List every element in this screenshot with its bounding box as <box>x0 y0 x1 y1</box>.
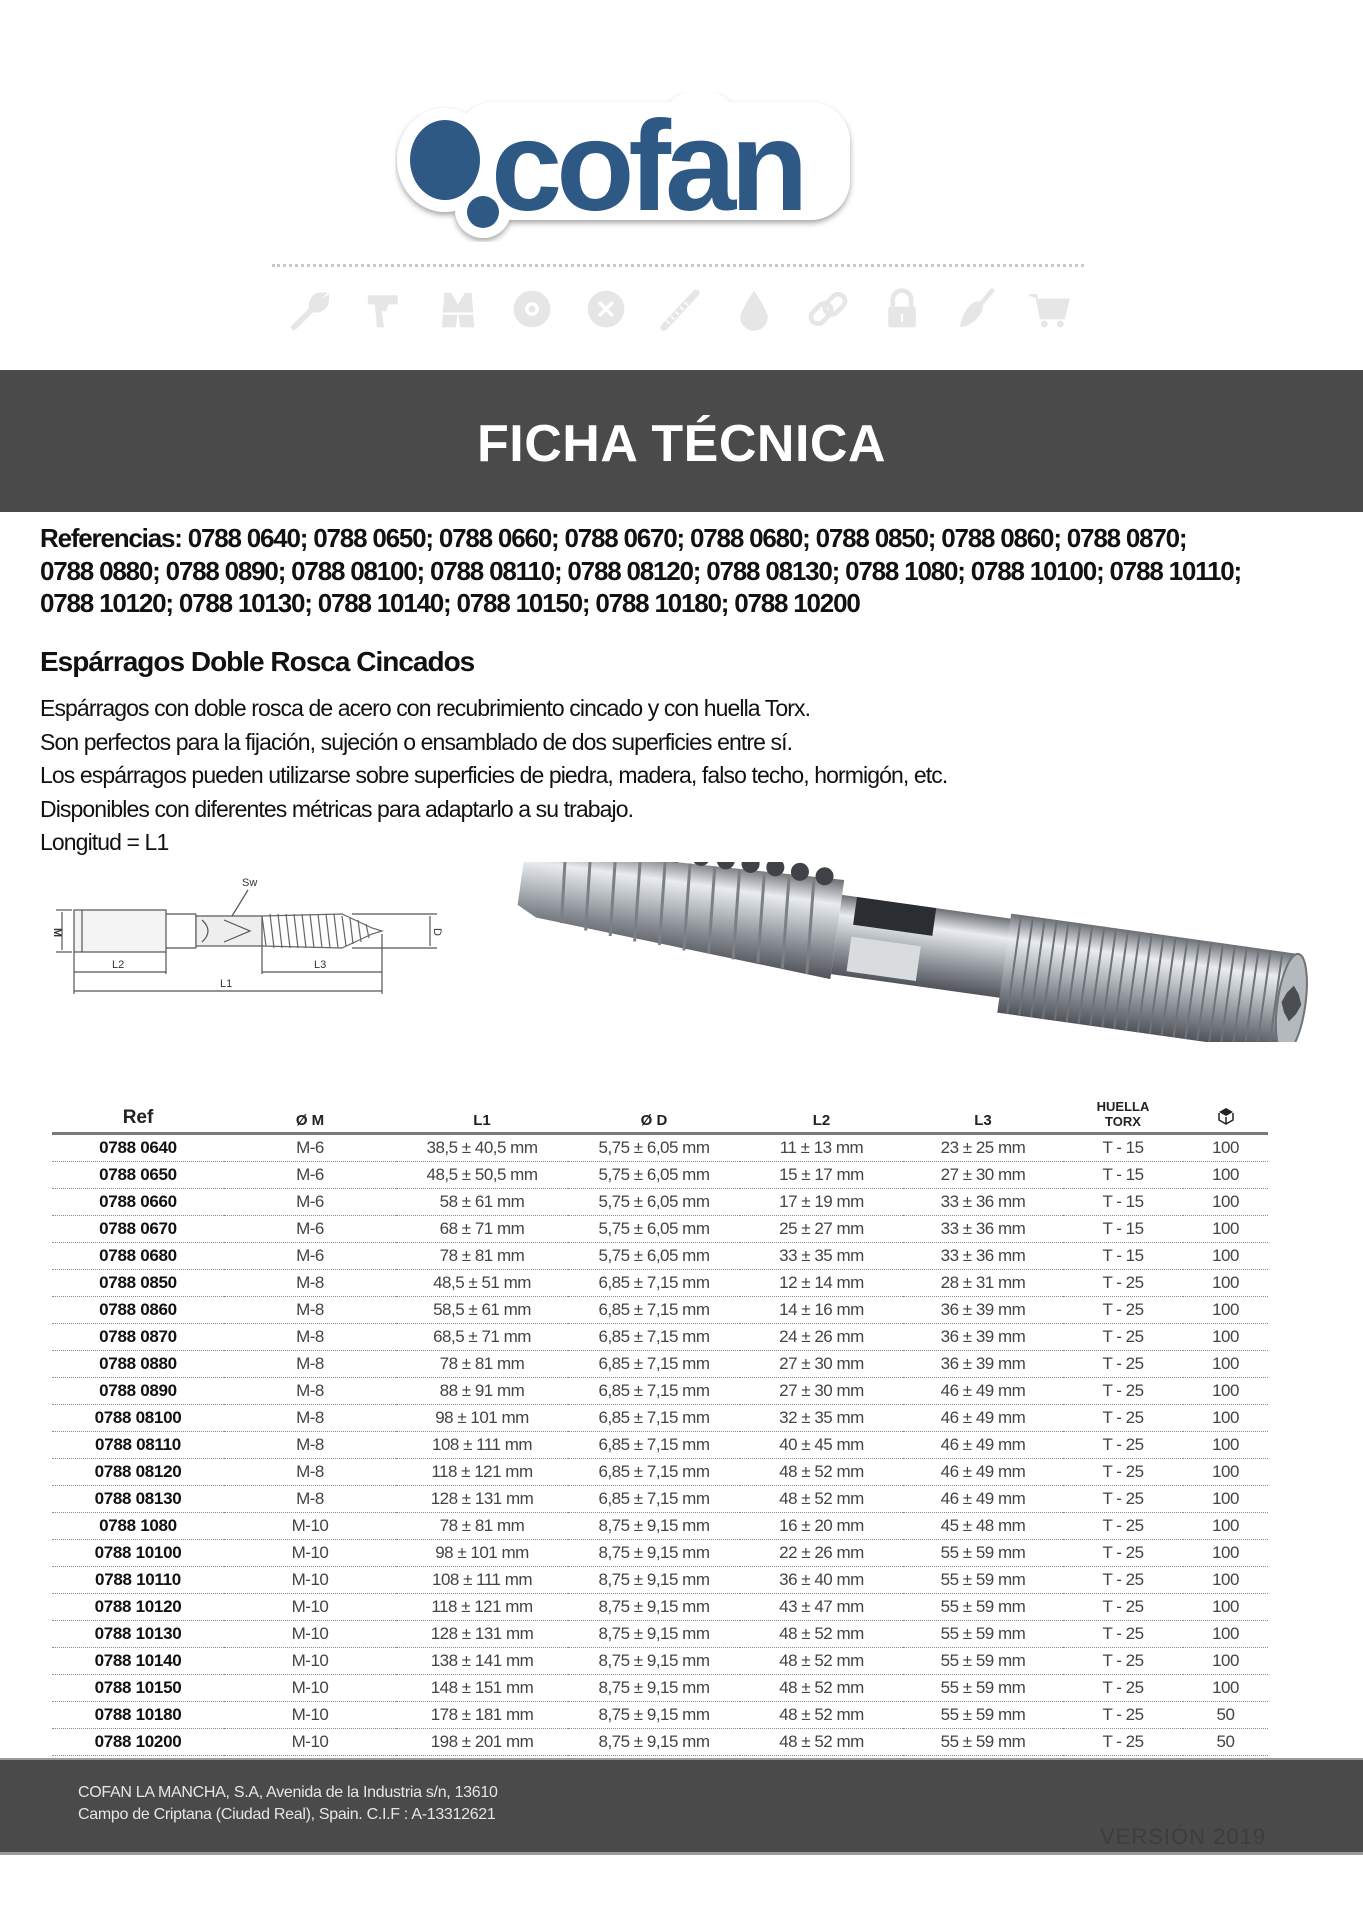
cell-box-qty: 100 <box>1183 1134 1268 1162</box>
cell-l1: 98 ± 101 mm <box>396 1540 568 1567</box>
cell-l3: 45 ± 48 mm <box>903 1513 1063 1540</box>
svg-text:cofan: cofan <box>491 95 803 238</box>
cell-l3: 55 ± 59 mm <box>903 1621 1063 1648</box>
cell-l1: 128 ± 131 mm <box>396 1621 568 1648</box>
cell-l3: 46 ± 49 mm <box>903 1405 1063 1432</box>
cell-l2: 22 ± 26 mm <box>740 1540 903 1567</box>
cell-box-qty: 100 <box>1183 1351 1268 1378</box>
drill-icon <box>359 284 409 334</box>
col-header-diameter-m: Ø M <box>224 1088 396 1134</box>
cell-diameter-m: M-10 <box>224 1648 396 1675</box>
table-row <box>52 1594 1268 1621</box>
cell-diameter-d: 8,75 ± 9,15 mm <box>568 1702 740 1729</box>
table-row <box>52 1486 1268 1513</box>
product-title: Espárragos Doble Rosca Cincados <box>40 646 475 677</box>
col-header-l3: L3 <box>903 1088 1063 1134</box>
cell-ref: 0788 10140 <box>52 1648 224 1675</box>
chain-link-icon <box>803 284 853 334</box>
cell-l3: 33 ± 36 mm <box>903 1189 1063 1216</box>
cell-huella-torx: T - 25 <box>1063 1378 1183 1405</box>
cell-ref: 0788 0890 <box>52 1378 224 1405</box>
description-line: Disponibles con diferentes métricas para adaptarlo a su trabajo. <box>40 795 634 822</box>
cell-l1: 38,5 ± 40,5 mm <box>396 1134 568 1162</box>
cell-diameter-d: 8,75 ± 9,15 mm <box>568 1567 740 1594</box>
cell-l1: 118 ± 121 mm <box>396 1459 568 1486</box>
footer-band <box>0 1758 1363 1855</box>
cell-l1: 78 ± 81 mm <box>396 1351 568 1378</box>
category-icons-row <box>285 284 1075 334</box>
cell-diameter-m: M-10 <box>224 1675 396 1702</box>
cell-l3: 27 ± 30 mm <box>903 1162 1063 1189</box>
cell-diameter-d: 8,75 ± 9,15 mm <box>568 1513 740 1540</box>
cell-l2: 11 ± 13 mm <box>740 1134 903 1162</box>
table-row <box>52 1648 1268 1675</box>
cell-l3: 23 ± 25 mm <box>903 1134 1063 1162</box>
cell-l2: 48 ± 52 mm <box>740 1621 903 1648</box>
cell-l2: 27 ± 30 mm <box>740 1351 903 1378</box>
cell-ref: 0788 08100 <box>52 1405 224 1432</box>
cell-l3: 55 ± 59 mm <box>903 1567 1063 1594</box>
cell-diameter-d: 5,75 ± 6,05 mm <box>568 1216 740 1243</box>
cell-huella-torx: T - 25 <box>1063 1459 1183 1486</box>
cell-diameter-d: 6,85 ± 7,15 mm <box>568 1351 740 1378</box>
cell-box-qty: 100 <box>1183 1432 1268 1459</box>
cell-l2: 36 ± 40 mm <box>740 1567 903 1594</box>
dimension-diagram <box>52 870 447 995</box>
cell-diameter-m: M-10 <box>224 1729 396 1756</box>
cell-l2: 48 ± 52 mm <box>740 1648 903 1675</box>
cell-l1: 108 ± 111 mm <box>396 1567 568 1594</box>
table-row <box>52 1270 1268 1297</box>
cell-diameter-m: M-10 <box>224 1594 396 1621</box>
table-row <box>52 1162 1268 1189</box>
cell-l2: 27 ± 30 mm <box>740 1378 903 1405</box>
cell-diameter-m: M-6 <box>224 1162 396 1189</box>
cell-box-qty: 100 <box>1183 1405 1268 1432</box>
product-photo <box>505 862 1345 1042</box>
box-icon <box>1216 1105 1236 1125</box>
cell-ref: 0788 10110 <box>52 1567 224 1594</box>
cell-l3: 36 ± 39 mm <box>903 1324 1063 1351</box>
saw-icon <box>655 284 705 334</box>
table-row <box>52 1134 1268 1162</box>
references-line: Referencias: 0788 0640; 0788 0650; 0788 0660; 0788 0670; 0788 0680; 0788 0850; 0788 0860; 0788 0870; <box>40 523 1187 553</box>
table-row <box>52 1405 1268 1432</box>
cell-diameter-m: M-6 <box>224 1134 396 1162</box>
disc-icon <box>507 284 557 334</box>
cell-l2: 43 ± 47 mm <box>740 1594 903 1621</box>
cell-l3: 46 ± 49 mm <box>903 1432 1063 1459</box>
cell-box-qty: 100 <box>1183 1540 1268 1567</box>
cell-huella-torx: T - 15 <box>1063 1162 1183 1189</box>
cell-l2: 48 ± 52 mm <box>740 1675 903 1702</box>
cell-ref: 0788 10200 <box>52 1729 224 1756</box>
cell-box-qty: 100 <box>1183 1675 1268 1702</box>
product-description <box>40 692 947 860</box>
cell-box-qty: 100 <box>1183 1513 1268 1540</box>
cell-diameter-d: 6,85 ± 7,15 mm <box>568 1486 740 1513</box>
table-body <box>52 1134 1268 1756</box>
cell-l1: 48,5 ± 50,5 mm <box>396 1162 568 1189</box>
svg-text:L3: L3 <box>314 959 327 971</box>
cell-l2: 33 ± 35 mm <box>740 1243 903 1270</box>
wrench-icon <box>285 284 335 334</box>
references-line: 0788 10120; 0788 10130; 0788 10140; 0788 10150; 0788 10180; 0788 10200 <box>40 588 860 618</box>
svg-text:D: D <box>431 928 443 936</box>
cell-l3: 28 ± 31 mm <box>903 1270 1063 1297</box>
trowel-icon <box>951 284 1001 334</box>
cell-diameter-d: 6,85 ± 7,15 mm <box>568 1432 740 1459</box>
title-band <box>0 370 1363 512</box>
cell-diameter-m: M-10 <box>224 1540 396 1567</box>
cell-l2: 48 ± 52 mm <box>740 1702 903 1729</box>
cell-l3: 46 ± 49 mm <box>903 1486 1063 1513</box>
cell-ref: 0788 0680 <box>52 1243 224 1270</box>
cell-ref: 0788 1080 <box>52 1513 224 1540</box>
cell-diameter-m: M-8 <box>224 1486 396 1513</box>
cell-l1: 68 ± 71 mm <box>396 1216 568 1243</box>
cell-huella-torx: T - 25 <box>1063 1351 1183 1378</box>
cell-l2: 48 ± 52 mm <box>740 1729 903 1756</box>
cell-ref: 0788 0650 <box>52 1162 224 1189</box>
cell-l1: 58,5 ± 61 mm <box>396 1297 568 1324</box>
cell-diameter-d: 8,75 ± 9,15 mm <box>568 1594 740 1621</box>
cell-ref: 0788 08130 <box>52 1486 224 1513</box>
drop-icon <box>729 284 779 334</box>
cell-diameter-d: 6,85 ± 7,15 mm <box>568 1324 740 1351</box>
table-row <box>52 1432 1268 1459</box>
col-header-huella-torx <box>1063 1088 1183 1134</box>
cell-l2: 15 ± 17 mm <box>740 1162 903 1189</box>
cell-diameter-m: M-8 <box>224 1297 396 1324</box>
table-row <box>52 1378 1268 1405</box>
cell-diameter-m: M-6 <box>224 1243 396 1270</box>
cell-huella-torx: T - 25 <box>1063 1432 1183 1459</box>
cell-ref: 0788 0860 <box>52 1297 224 1324</box>
cell-diameter-m: M-8 <box>224 1459 396 1486</box>
col-header-huella-line2: TORX <box>1105 1114 1141 1129</box>
cell-box-qty: 100 <box>1183 1324 1268 1351</box>
cell-huella-torx: T - 25 <box>1063 1405 1183 1432</box>
cell-l3: 55 ± 59 mm <box>903 1675 1063 1702</box>
cell-l1: 68,5 ± 71 mm <box>396 1324 568 1351</box>
address-line: Campo de Criptana (Ciudad Real), Spain. C.I.F : A-13312621 <box>78 1806 496 1823</box>
cell-box-qty: 100 <box>1183 1567 1268 1594</box>
col-header-box <box>1183 1088 1268 1134</box>
cell-box-qty: 100 <box>1183 1243 1268 1270</box>
cell-diameter-m: M-8 <box>224 1270 396 1297</box>
col-header-huella-line1: HUELLA <box>1096 1099 1150 1114</box>
cell-ref: 0788 0850 <box>52 1270 224 1297</box>
cell-box-qty: 50 <box>1183 1702 1268 1729</box>
cell-l3: 33 ± 36 mm <box>903 1216 1063 1243</box>
cell-box-qty: 100 <box>1183 1621 1268 1648</box>
cell-l2: 40 ± 45 mm <box>740 1432 903 1459</box>
cell-box-qty: 100 <box>1183 1189 1268 1216</box>
svg-text:L1: L1 <box>220 978 233 990</box>
cell-l1: 128 ± 131 mm <box>396 1486 568 1513</box>
cell-huella-torx: T - 25 <box>1063 1513 1183 1540</box>
cell-huella-torx: T - 25 <box>1063 1270 1183 1297</box>
cell-diameter-m: M-8 <box>224 1324 396 1351</box>
cofan-logo <box>395 92 905 242</box>
cell-diameter-m: M-6 <box>224 1189 396 1216</box>
cell-ref: 0788 10150 <box>52 1675 224 1702</box>
cell-huella-torx: T - 15 <box>1063 1243 1183 1270</box>
description-line: Longitud = L1 <box>40 829 169 855</box>
cell-l3: 33 ± 36 mm <box>903 1243 1063 1270</box>
cell-diameter-d: 8,75 ± 9,15 mm <box>568 1675 740 1702</box>
cell-ref: 0788 0640 <box>52 1134 224 1162</box>
cell-box-qty: 100 <box>1183 1486 1268 1513</box>
cell-l2: 48 ± 52 mm <box>740 1459 903 1486</box>
table-row <box>52 1702 1268 1729</box>
cell-diameter-m: M-10 <box>224 1567 396 1594</box>
cell-l3: 46 ± 49 mm <box>903 1378 1063 1405</box>
cell-diameter-m: M-8 <box>224 1378 396 1405</box>
cell-diameter-m: M-10 <box>224 1621 396 1648</box>
description-line: Espárragos con doble rosca de acero con recubrimiento cincado y con huella Torx. <box>40 695 811 721</box>
cell-l1: 98 ± 101 mm <box>396 1405 568 1432</box>
padlock-icon <box>877 284 927 334</box>
cell-l1: 118 ± 121 mm <box>396 1594 568 1621</box>
cell-l1: 138 ± 141 mm <box>396 1648 568 1675</box>
cell-l1: 78 ± 81 mm <box>396 1243 568 1270</box>
cell-diameter-d: 8,75 ± 9,15 mm <box>568 1540 740 1567</box>
cell-box-qty: 50 <box>1183 1729 1268 1756</box>
cart-icon <box>1025 284 1075 334</box>
cell-l2: 25 ± 27 mm <box>740 1216 903 1243</box>
cell-diameter-d: 8,75 ± 9,15 mm <box>568 1648 740 1675</box>
cell-l3: 46 ± 49 mm <box>903 1459 1063 1486</box>
cell-l3: 55 ± 59 mm <box>903 1702 1063 1729</box>
workwear-icon <box>433 284 483 334</box>
cell-huella-torx: T - 25 <box>1063 1324 1183 1351</box>
cell-ref: 0788 0870 <box>52 1324 224 1351</box>
cell-ref: 0788 08110 <box>52 1432 224 1459</box>
company-address <box>78 1782 498 1826</box>
cell-box-qty: 100 <box>1183 1297 1268 1324</box>
svg-text:M: M <box>52 928 63 938</box>
cell-diameter-d: 6,85 ± 7,15 mm <box>568 1270 740 1297</box>
cell-l1: 78 ± 81 mm <box>396 1513 568 1540</box>
table-row <box>52 1675 1268 1702</box>
cell-ref: 0788 08120 <box>52 1459 224 1486</box>
cell-diameter-d: 8,75 ± 9,15 mm <box>568 1729 740 1756</box>
cell-huella-torx: T - 25 <box>1063 1486 1183 1513</box>
cell-diameter-m: M-8 <box>224 1405 396 1432</box>
cell-huella-torx: T - 15 <box>1063 1189 1183 1216</box>
col-header-ref: Ref <box>52 1088 224 1134</box>
cell-box-qty: 100 <box>1183 1459 1268 1486</box>
cell-l2: 48 ± 52 mm <box>740 1486 903 1513</box>
table-row <box>52 1621 1268 1648</box>
table-row <box>52 1567 1268 1594</box>
cell-diameter-d: 6,85 ± 7,15 mm <box>568 1459 740 1486</box>
cell-box-qty: 100 <box>1183 1270 1268 1297</box>
col-header-diameter-d: Ø D <box>568 1088 740 1134</box>
cell-ref: 0788 10120 <box>52 1594 224 1621</box>
table-row <box>52 1297 1268 1324</box>
cell-diameter-d: 5,75 ± 6,05 mm <box>568 1189 740 1216</box>
cell-ref: 0788 0880 <box>52 1351 224 1378</box>
cell-l2: 32 ± 35 mm <box>740 1405 903 1432</box>
cell-l3: 55 ± 59 mm <box>903 1648 1063 1675</box>
cell-diameter-m: M-10 <box>224 1702 396 1729</box>
address-line: COFAN LA MANCHA, S.A, Avenida de la Industria s/n, 13610 <box>78 1784 498 1801</box>
references-block <box>40 522 1340 620</box>
cell-l3: 36 ± 39 mm <box>903 1351 1063 1378</box>
table-row <box>52 1189 1268 1216</box>
cell-huella-torx: T - 25 <box>1063 1648 1183 1675</box>
cell-l1: 198 ± 201 mm <box>396 1729 568 1756</box>
cell-box-qty: 100 <box>1183 1594 1268 1621</box>
cell-box-qty: 100 <box>1183 1216 1268 1243</box>
cell-diameter-m: M-6 <box>224 1216 396 1243</box>
logo-graphic <box>395 92 905 242</box>
page-title: FICHA TÉCNICA <box>477 415 886 473</box>
cell-l2: 12 ± 14 mm <box>740 1270 903 1297</box>
cell-box-qty: 100 <box>1183 1648 1268 1675</box>
cell-l2: 24 ± 26 mm <box>740 1324 903 1351</box>
cell-box-qty: 100 <box>1183 1378 1268 1405</box>
screw-head-icon <box>581 284 631 334</box>
cell-diameter-d: 5,75 ± 6,05 mm <box>568 1134 740 1162</box>
cell-l1: 108 ± 111 mm <box>396 1432 568 1459</box>
cell-l1: 58 ± 61 mm <box>396 1189 568 1216</box>
cell-diameter-d: 6,85 ± 7,15 mm <box>568 1405 740 1432</box>
cell-diameter-d: 5,75 ± 6,05 mm <box>568 1162 740 1189</box>
version-label: VERSIÓN 2019 <box>1100 1824 1267 1849</box>
cell-huella-torx: T - 15 <box>1063 1216 1183 1243</box>
cell-diameter-d: 6,85 ± 7,15 mm <box>568 1297 740 1324</box>
cell-diameter-d: 5,75 ± 6,05 mm <box>568 1243 740 1270</box>
table-row <box>52 1351 1268 1378</box>
cell-huella-torx: T - 25 <box>1063 1729 1183 1756</box>
cell-l2: 17 ± 19 mm <box>740 1189 903 1216</box>
cell-huella-torx: T - 25 <box>1063 1540 1183 1567</box>
svg-text:Sw: Sw <box>242 877 258 889</box>
svg-text:L2: L2 <box>112 959 125 971</box>
col-header-l2: L2 <box>740 1088 903 1134</box>
cell-huella-torx: T - 25 <box>1063 1297 1183 1324</box>
cell-l1: 148 ± 151 mm <box>396 1675 568 1702</box>
table-row <box>52 1216 1268 1243</box>
cell-diameter-m: M-8 <box>224 1351 396 1378</box>
cell-box-qty: 100 <box>1183 1162 1268 1189</box>
cell-ref: 0788 0660 <box>52 1189 224 1216</box>
cell-huella-torx: T - 25 <box>1063 1702 1183 1729</box>
table-row <box>52 1324 1268 1351</box>
cell-diameter-d: 8,75 ± 9,15 mm <box>568 1621 740 1648</box>
cell-l3: 55 ± 59 mm <box>903 1729 1063 1756</box>
cell-huella-torx: T - 25 <box>1063 1675 1183 1702</box>
cell-l2: 14 ± 16 mm <box>740 1297 903 1324</box>
cell-l1: 178 ± 181 mm <box>396 1702 568 1729</box>
cell-l1: 48,5 ± 51 mm <box>396 1270 568 1297</box>
cell-ref: 0788 10180 <box>52 1702 224 1729</box>
cell-diameter-m: M-8 <box>224 1432 396 1459</box>
cell-ref: 0788 10130 <box>52 1621 224 1648</box>
cell-huella-torx: T - 15 <box>1063 1134 1183 1162</box>
cell-ref: 0788 0670 <box>52 1216 224 1243</box>
references-line: 0788 0880; 0788 0890; 0788 08100; 0788 08110; 0788 08120; 0788 08130; 0788 1080; 0788 10100; 0788 10110; <box>40 555 1241 586</box>
cell-l1: 88 ± 91 mm <box>396 1378 568 1405</box>
table-header-row <box>52 1088 1268 1134</box>
col-header-l1: L1 <box>396 1088 568 1134</box>
cell-diameter-m: M-10 <box>224 1513 396 1540</box>
table-row <box>52 1513 1268 1540</box>
cell-ref: 0788 10100 <box>52 1540 224 1567</box>
dotted-divider <box>272 264 1084 267</box>
specs-table <box>52 1088 1268 1756</box>
cell-huella-torx: T - 25 <box>1063 1621 1183 1648</box>
description-line: Los espárragos pueden utilizarse sobre superficies de piedra, madera, falso techo, hormigón, etc. <box>40 762 948 788</box>
cell-l3: 36 ± 39 mm <box>903 1297 1063 1324</box>
description-line: Son perfectos para la fijación, sujeción o ensamblado de dos superficies entre sí. <box>40 728 793 755</box>
table-row <box>52 1729 1268 1756</box>
cell-l3: 55 ± 59 mm <box>903 1540 1063 1567</box>
table-row <box>52 1243 1268 1270</box>
cell-l2: 16 ± 20 mm <box>740 1513 903 1540</box>
table-row <box>52 1540 1268 1567</box>
cell-huella-torx: T - 25 <box>1063 1567 1183 1594</box>
table-row <box>52 1459 1268 1486</box>
cell-diameter-d: 6,85 ± 7,15 mm <box>568 1378 740 1405</box>
cell-huella-torx: T - 25 <box>1063 1594 1183 1621</box>
cell-l3: 55 ± 59 mm <box>903 1594 1063 1621</box>
